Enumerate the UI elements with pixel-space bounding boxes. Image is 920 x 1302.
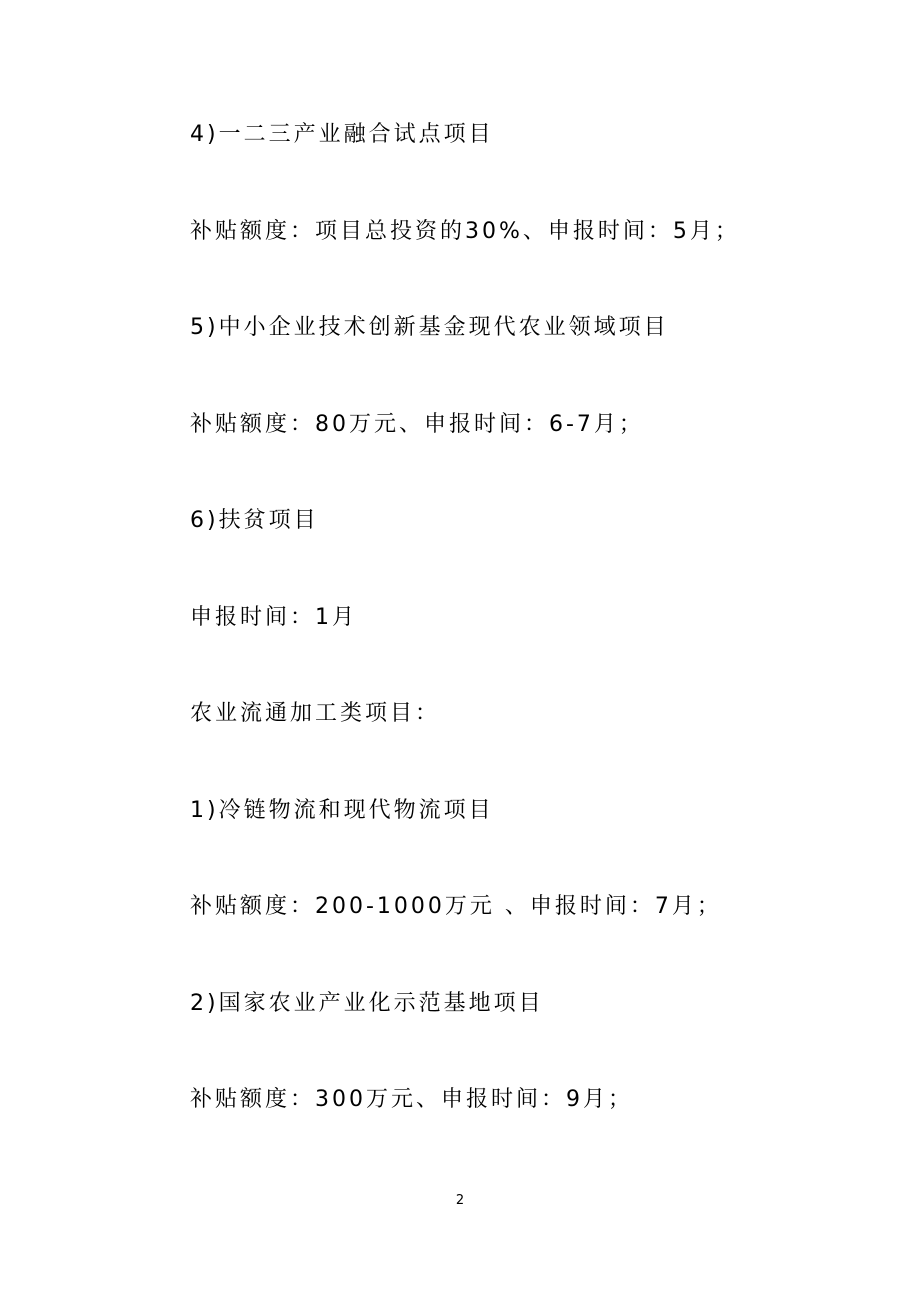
item-6-heading: 6)扶贫项目 xyxy=(190,508,319,533)
item-4-subsidy: 补贴额度：项目总投资的30%、申报时间：5月； xyxy=(190,219,740,244)
item-1-heading: 1)冷链物流和现代物流项目 xyxy=(190,798,494,823)
section-heading: 农业流通加工类项目： xyxy=(190,701,441,726)
item-2-heading: 2)国家农业产业化示范基地项目 xyxy=(190,991,544,1016)
item-6-deadline: 申报时间：1月 xyxy=(190,605,357,630)
item-5-heading: 5)中小企业技术创新基金现代农业领域项目 xyxy=(190,315,669,340)
item-4-heading: 4)一二三产业融合试点项目 xyxy=(190,122,494,147)
item-5-subsidy: 补贴额度：80万元、申报时间：6-7月； xyxy=(190,412,644,437)
page-number: 2 xyxy=(455,1193,465,1208)
item-2-subsidy: 补贴额度：300万元、申报时间：9月； xyxy=(190,1087,633,1112)
item-1-subsidy: 补贴额度：200-1000万元 、申报时间：7月； xyxy=(190,894,722,919)
